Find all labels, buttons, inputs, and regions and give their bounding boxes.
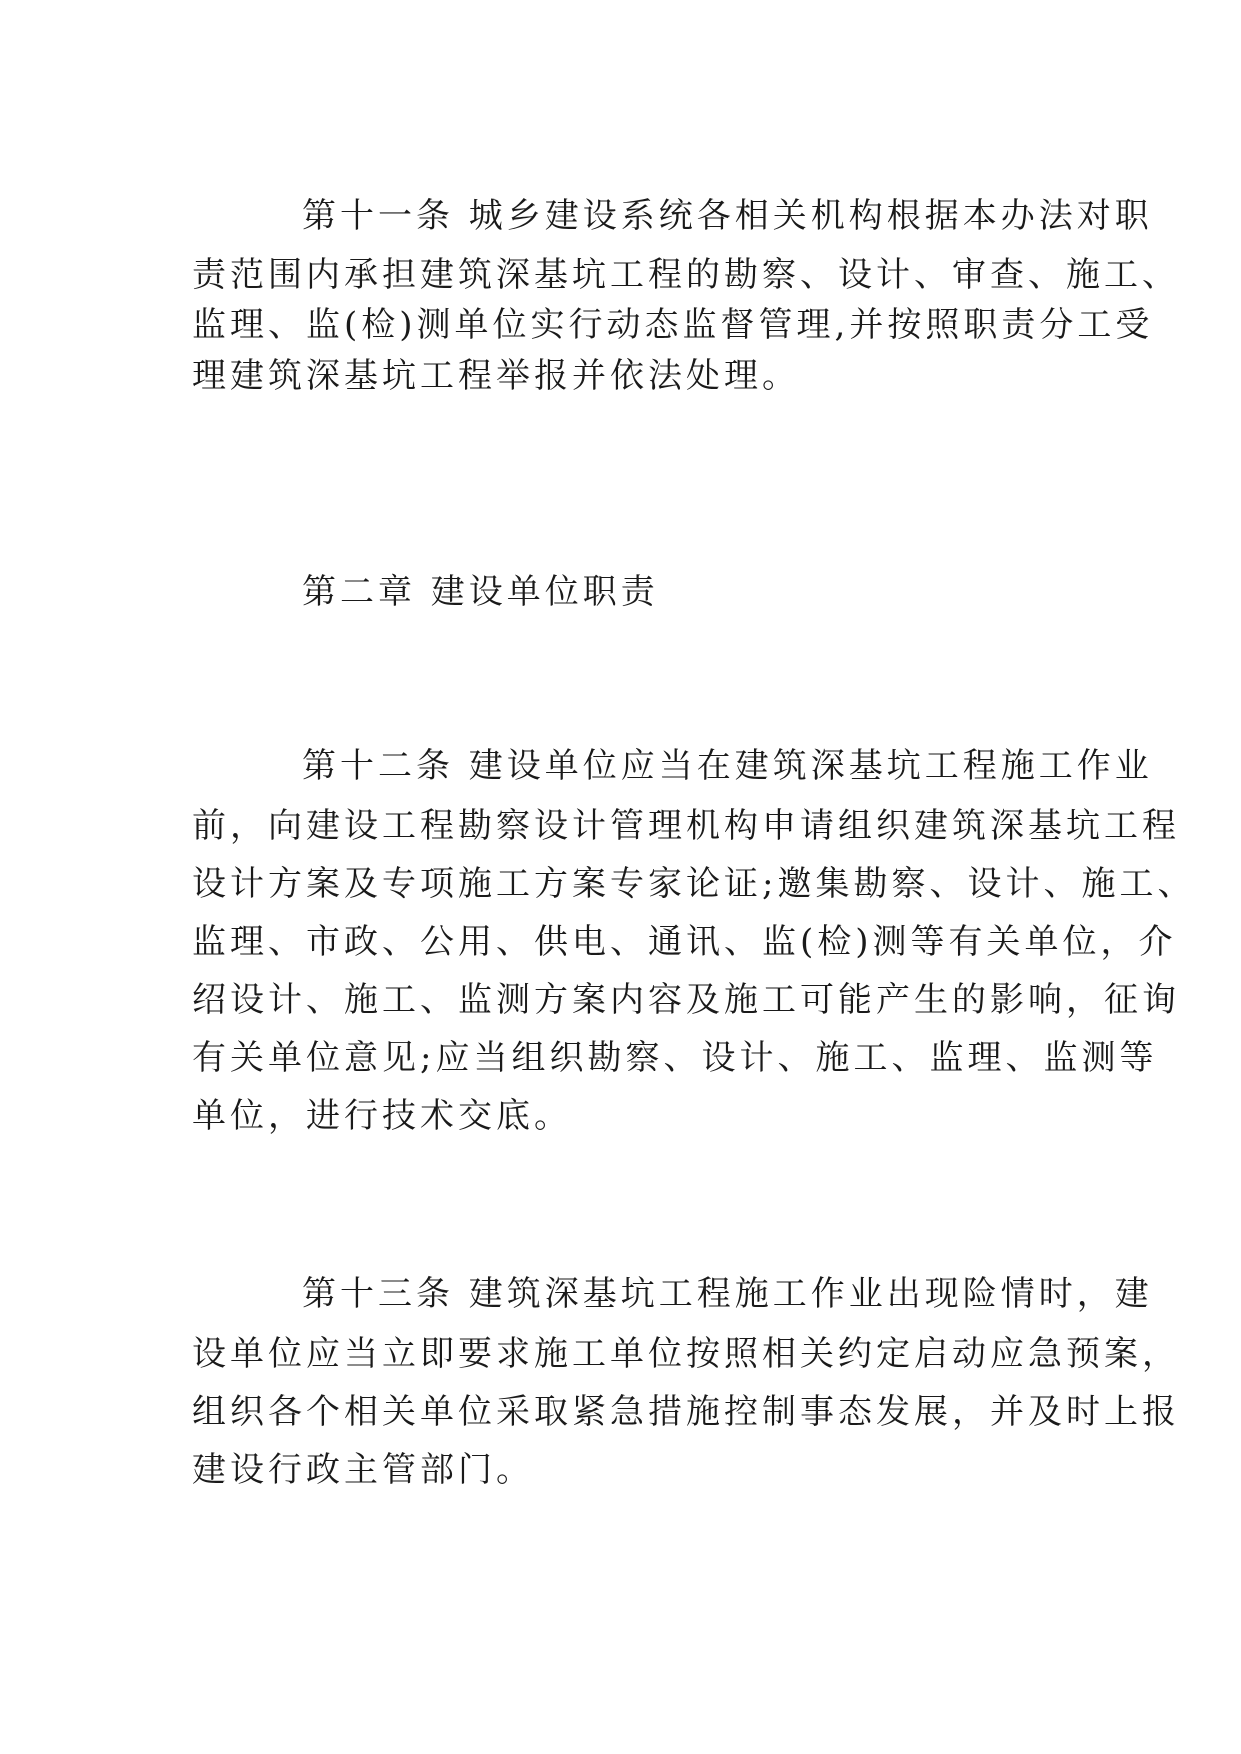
article-12-line-1: 第十二条 建设单位应当在建筑深基坑工程施工作业: [302, 746, 1153, 786]
article-13-line-3: 组织各个相关单位采取紧急措施控制事态发展，并及时上报: [192, 1392, 1180, 1432]
chapter-2-title: 第二章 建设单位职责: [302, 572, 659, 612]
article-11-line-1: 第十一条 城乡建设系统各相关机构根据本办法对职: [302, 196, 1153, 236]
article-12-line-4: 监理、市政、公用、供电、通讯、监(检)测等有关单位，介: [192, 922, 1177, 962]
article-13-line-2: 设单位应当立即要求施工单位按照相关约定启动应急预案，: [192, 1334, 1180, 1374]
article-11-line-4: 理建筑深基坑工程举报并依法处理。: [192, 356, 800, 396]
article-13-line-4: 建设行政主管部门。: [192, 1450, 534, 1490]
article-13-line-1: 第十三条 建筑深基坑工程施工作业出现险情时，建: [302, 1274, 1153, 1314]
article-12-line-3: 设计方案及专项施工方案专家论证;邀集勘察、设计、施工、: [192, 864, 1196, 904]
article-12-line-6: 有关单位意见;应当组织勘察、设计、施工、监理、监测等: [192, 1038, 1158, 1078]
article-12-line-7: 单位，进行技术交底。: [192, 1096, 572, 1136]
article-12-line-5: 绍设计、施工、监测方案内容及施工可能产生的影响，征询: [192, 980, 1180, 1020]
article-11-line-2: 责范围内承担建筑深基坑工程的勘察、设计、审查、施工、: [192, 255, 1180, 295]
article-11-line-3: 监理、监(检)测单位实行动态监督管理,并按照职责分工受: [192, 305, 1154, 345]
article-12-line-2: 前，向建设工程勘察设计管理机构申请组织建筑深基坑工程: [192, 806, 1180, 846]
